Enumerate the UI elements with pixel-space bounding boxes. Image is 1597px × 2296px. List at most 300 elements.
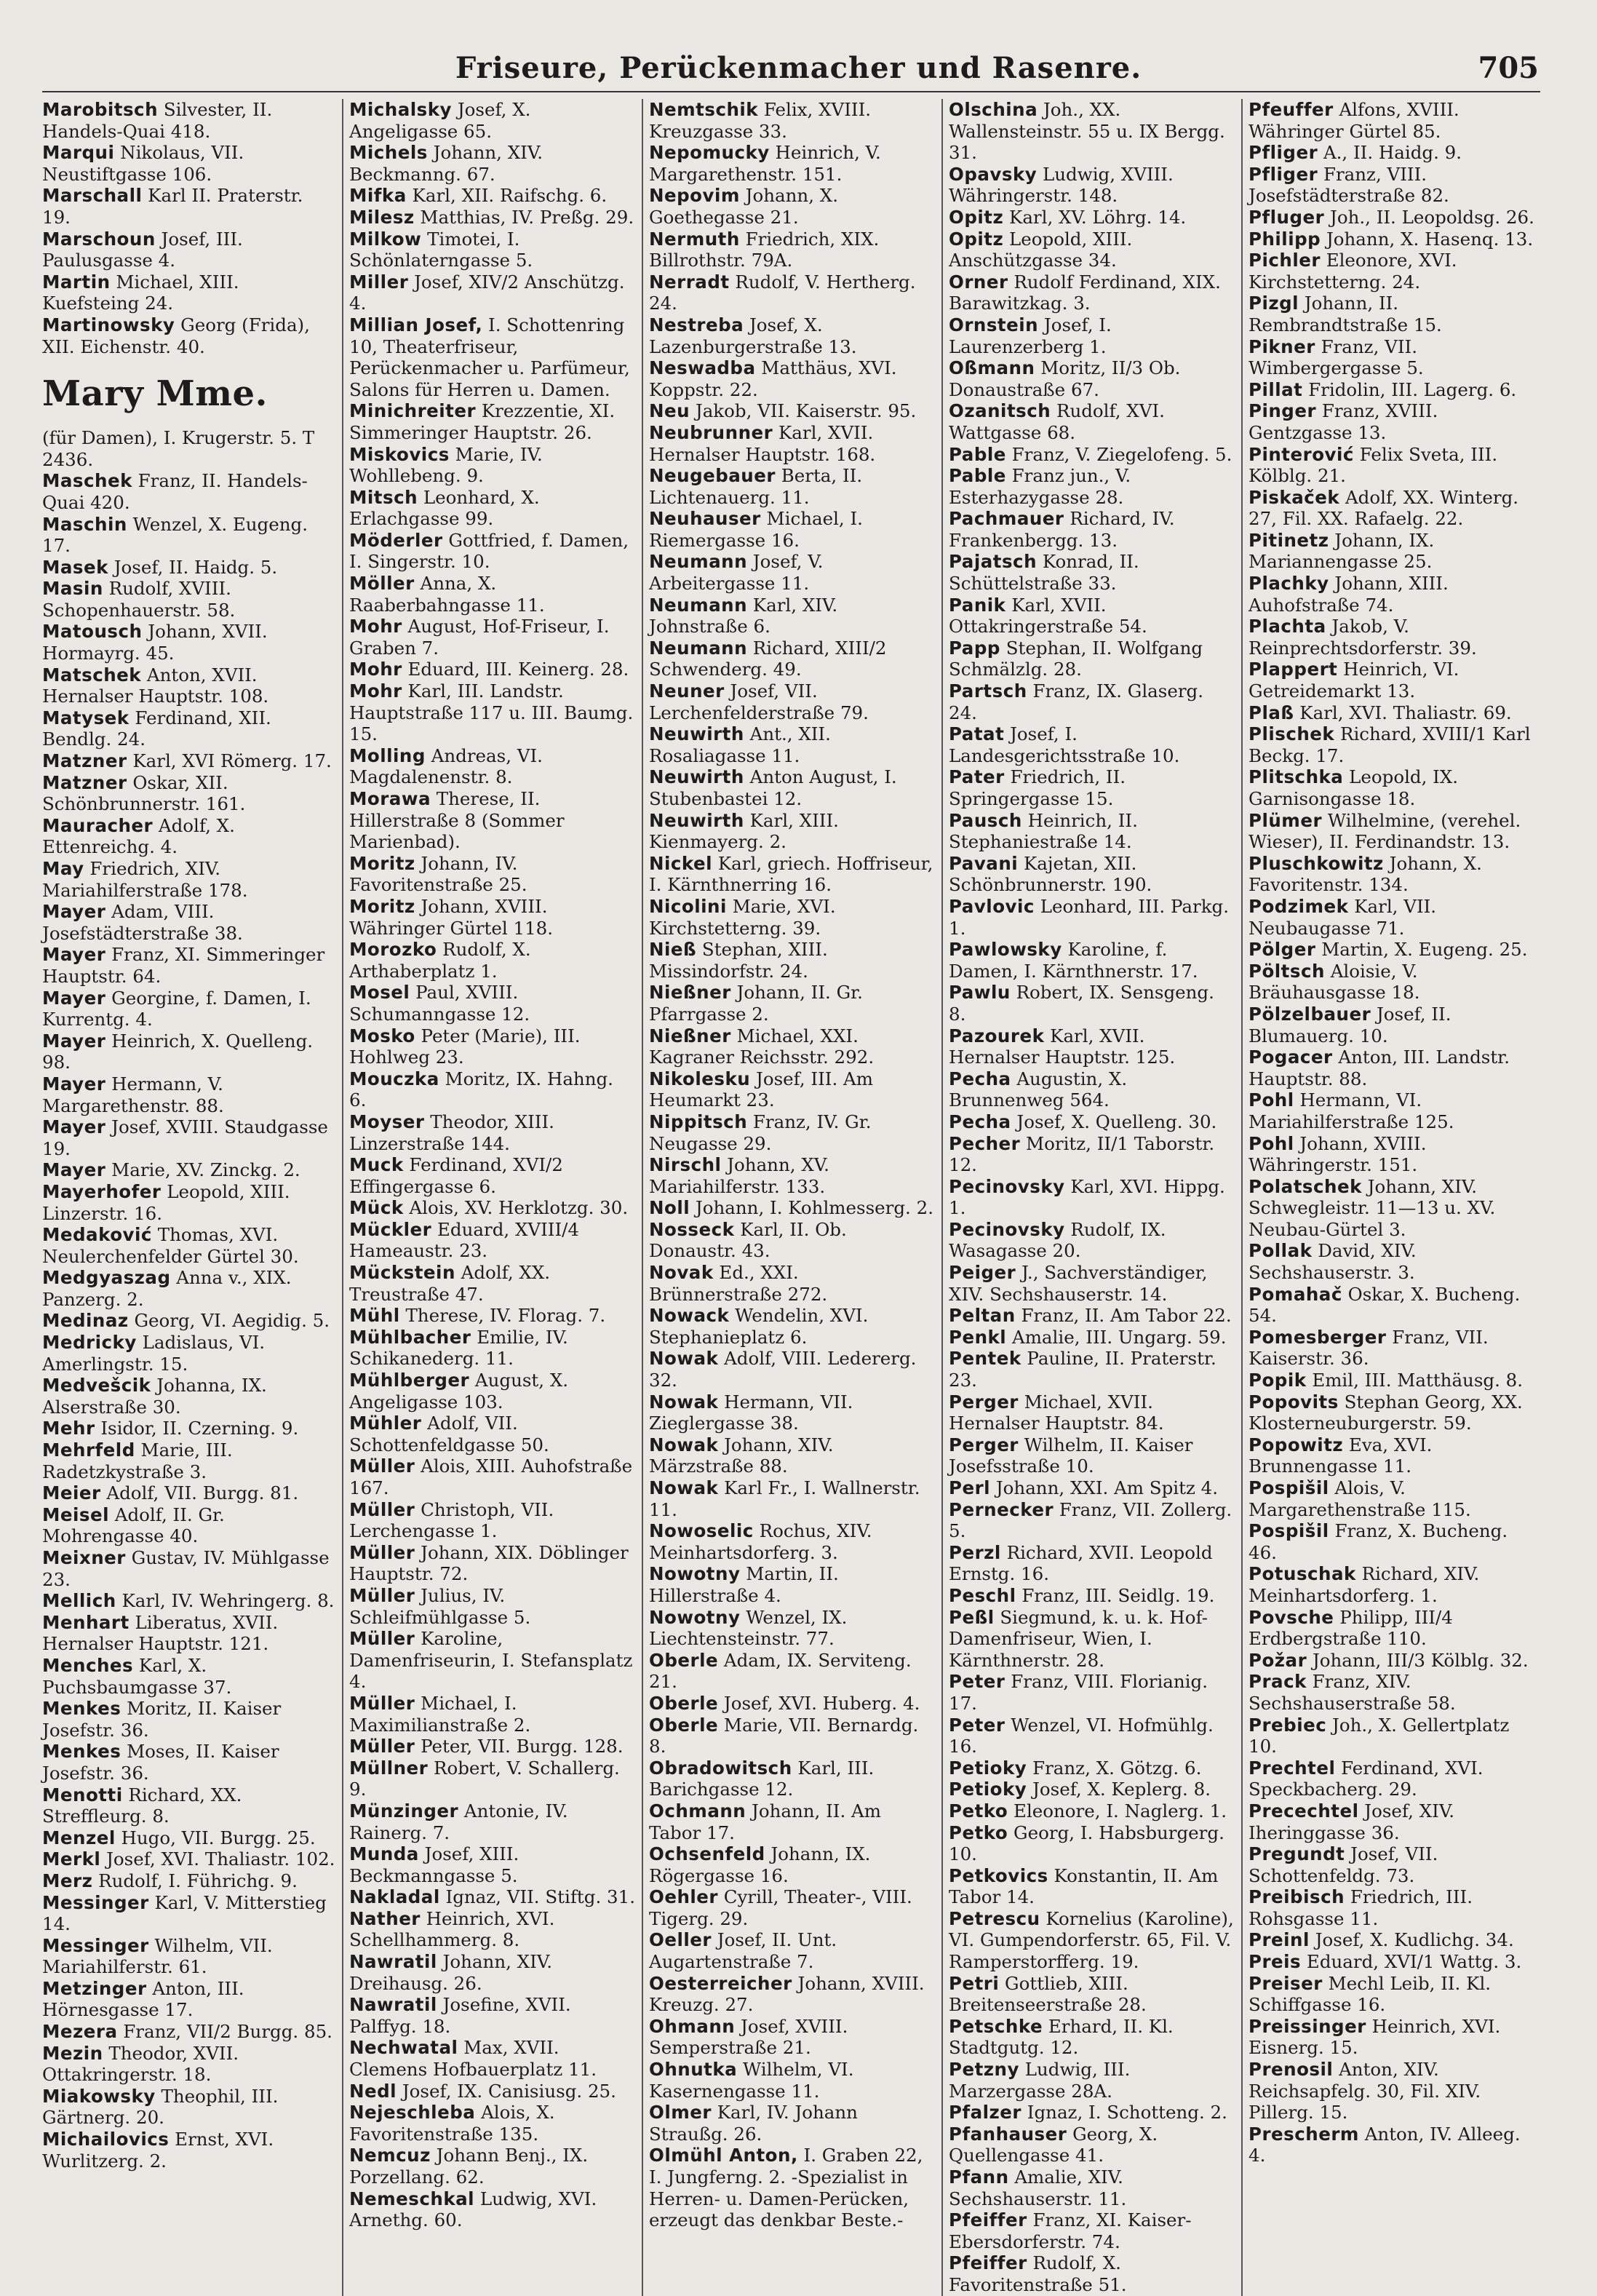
directory-entry xyxy=(949,2102,1235,2124)
directory-entry xyxy=(349,271,636,314)
directory-entry xyxy=(649,1219,936,1262)
entry-name: Philipp xyxy=(1248,228,1321,250)
entry-details: Franz, V. Ziegelofeng. 5. xyxy=(1005,443,1232,465)
directory-entry xyxy=(649,1477,936,1520)
entry-name: Menhart xyxy=(42,1611,130,1633)
directory-entry xyxy=(42,750,336,772)
directory-entry xyxy=(649,551,936,594)
entry-name: Peter xyxy=(949,1671,1005,1693)
entry-name: Martinowsky xyxy=(42,314,175,335)
entry-details: Richard, XIV. Meinhartsdorferg. 1. xyxy=(1248,1563,1480,1606)
entry-name: Matzner xyxy=(42,771,127,793)
entry-details: Augustin, X. Brunnenweg 564. xyxy=(949,1068,1128,1111)
directory-entry xyxy=(949,1800,1235,1822)
entry-name: Peschl xyxy=(949,1584,1016,1606)
entry-details: Gottlieb, XIII. Breitenseerstraße 28. xyxy=(949,1972,1147,2016)
entry-details: August, Hof-Friseur, I. Graben 7. xyxy=(349,616,610,659)
entry-name: Noll xyxy=(649,1197,690,1219)
directory-entry xyxy=(349,1219,636,1262)
entry-name: Mühl xyxy=(349,1305,400,1327)
entry-name: Millian Josef, xyxy=(349,314,483,335)
entry-name: Molling xyxy=(349,744,426,766)
entry-details: Michael, XIII. Kuefsteing 24. xyxy=(42,271,239,314)
entry-name: Neuner xyxy=(649,680,725,702)
entry-details: Johann, XV. Mariahilferstr. 133. xyxy=(649,1154,829,1197)
directory-entry xyxy=(1248,573,1535,616)
entry-details: Franz, IX. Glaserg. 24. xyxy=(949,680,1204,723)
entry-name: Pecha xyxy=(949,1111,1011,1132)
directory-entry xyxy=(1248,207,1535,229)
entry-name: Medinaz xyxy=(42,1310,129,1332)
entry-name: Pöltsch xyxy=(1248,960,1325,982)
entry-name: Pentek xyxy=(949,1348,1021,1370)
directory-entry xyxy=(42,514,336,557)
directory-entry xyxy=(649,1563,936,1606)
entry-details: Emilie, IV. Schikanederg. 11. xyxy=(349,1326,568,1370)
directory-entry xyxy=(649,314,936,357)
entry-name: Meisel xyxy=(42,1503,109,1525)
directory-entry xyxy=(42,664,336,707)
entry-name: Milkow xyxy=(349,228,422,250)
directory-entry xyxy=(1248,896,1535,939)
entry-details: I. Schottenring 10, Theaterfriseur, Perückenmacher u. Parfümeur, Salons für Herren u. Damen. xyxy=(349,314,630,400)
entry-name: Pazourek xyxy=(949,1025,1045,1046)
directory-entry xyxy=(42,815,336,858)
entry-details: Josefine, XVII. Palffyg. 18. xyxy=(349,1994,571,2037)
directory-entry xyxy=(349,1908,636,1951)
entry-name: Oberle xyxy=(649,1649,719,1671)
directory-entry xyxy=(649,1025,936,1068)
entry-name: Nedl xyxy=(349,2080,397,2102)
directory-entry xyxy=(649,1607,936,1650)
entry-details: August, X. Angeligasse 103. xyxy=(349,1370,569,1413)
directory-entry xyxy=(649,1111,936,1154)
entry-name: Mayerhofer xyxy=(42,1180,162,1202)
entry-details: Karl, griech. Hoffriseur, I. Kärnthnerring 16. xyxy=(649,852,933,896)
directory-entry xyxy=(949,444,1235,466)
directory-entry xyxy=(349,444,636,487)
directory-entry xyxy=(42,99,336,142)
directory-entry xyxy=(1248,1757,1535,1800)
directory-entry xyxy=(949,1305,1235,1327)
directory-entry xyxy=(649,2016,936,2059)
entry-name: Nemcuz xyxy=(349,2145,431,2166)
entry-name: Podzimek xyxy=(1248,895,1349,917)
directory-entry xyxy=(349,1628,636,1693)
directory-entry xyxy=(1248,1004,1535,1046)
entry-details: Pauline, II. Praterstr. 23. xyxy=(949,1348,1216,1391)
entry-details: Adolf, XX. Treustraße 47. xyxy=(349,1262,551,1305)
entry-details: Karl, IV. Johann Straußg. 26. xyxy=(649,2102,858,2145)
directory-entry xyxy=(349,400,636,443)
directory-entry xyxy=(949,1262,1235,1305)
entry-details: Wilhelm, VII. Mariahilferstr. 61. xyxy=(42,1934,273,1978)
entry-details: Rudolf, X. Favoritenstraße 51. xyxy=(949,2252,1127,2295)
entry-details: Friedrich, XIX. Billrothstr. 79A. xyxy=(649,228,880,271)
entry-details: Karl, XVI. Hippg. 1. xyxy=(949,1175,1225,1219)
entry-details: Friedrich, II. Springergasse 15. xyxy=(949,766,1126,809)
entry-name: Plachky xyxy=(1248,573,1329,595)
entry-details: Karl, XIII. Kienmayerg. 2. xyxy=(649,809,839,853)
directory-entry xyxy=(1248,1176,1535,1241)
entry-name: Pfliger xyxy=(1248,142,1318,164)
entry-name: Maschin xyxy=(42,513,127,535)
directory-entry xyxy=(649,99,936,142)
entry-name: Meier xyxy=(42,1482,101,1504)
entry-details: Johanna, IX. Alserstraße 30. xyxy=(42,1375,267,1418)
entry-name: Matschek xyxy=(42,664,142,686)
directory-entry xyxy=(1248,1327,1535,1370)
directory-entry xyxy=(349,142,636,185)
directory-entry xyxy=(649,400,936,422)
entry-name: Preis xyxy=(1248,1951,1302,1973)
directory-entry xyxy=(1248,99,1535,142)
directory-entry xyxy=(42,1375,336,1418)
entry-name: Nerradt xyxy=(649,271,730,293)
entry-details: Stephan, II. Wolfgang Schmälzlg. 28. xyxy=(949,637,1203,680)
directory-entry xyxy=(949,1822,1235,1865)
entry-details: Moritz, II/3 Ob. Donaustraße 67. xyxy=(949,357,1181,400)
entry-name: Martin xyxy=(42,271,111,293)
entry-details: Richard, XIII/2 Schwenderg. 49. xyxy=(649,637,887,680)
entry-details: Josef, XVI. Thaliastr. 102. xyxy=(100,1848,335,1870)
entry-details: Johann, XIV. Schwegleistr. 11—13 u. XV. Neubau-Gürtel 3. xyxy=(1248,1175,1496,1240)
entry-details: Adolf, II. Gr. Mohrengasse 40. xyxy=(42,1503,225,1547)
directory-entry xyxy=(1248,379,1535,401)
entry-name: Nikolesku xyxy=(649,1068,751,1089)
entry-details: Leonhard, III. Parkg. 1. xyxy=(949,895,1230,939)
directory-entry xyxy=(649,680,936,723)
entry-name: Olmer xyxy=(649,2102,712,2124)
entry-details: Marie, VII. Bernardg. 8. xyxy=(649,1714,919,1757)
entry-name: Peltan xyxy=(949,1305,1016,1327)
directory-entry xyxy=(42,1504,336,1547)
entry-details: Karl, XVII. Ottakringerstraße 54. xyxy=(949,594,1147,637)
directory-entry xyxy=(1248,659,1535,702)
entry-name: Perger xyxy=(949,1434,1019,1455)
directory-column-4 xyxy=(941,99,1241,2296)
directory-entry xyxy=(649,595,936,637)
entry-name: Oßmann xyxy=(949,357,1035,379)
entry-details: Franz, IV. Gr. Neugasse 29. xyxy=(649,1111,872,1154)
entry-details: Kajetan, XII. Schönbrunnerstr. 190. xyxy=(949,852,1152,896)
entry-name: Ohnutka xyxy=(649,2059,738,2081)
directory-entry xyxy=(1248,702,1535,724)
entry-name: Marqui xyxy=(42,142,115,164)
directory-entry xyxy=(649,853,936,896)
entry-details: Heinrich, II. Stephaniestraße 14. xyxy=(949,809,1138,853)
directory-entry xyxy=(649,2145,936,2231)
entry-name: Neuhauser xyxy=(649,508,761,530)
entry-name: Möderler xyxy=(349,529,443,551)
entry-details: Johann, XIV. Beckmanng. 67. xyxy=(349,142,543,185)
directory-entry xyxy=(949,164,1235,207)
entry-details: Wenzel, X. Eugeng. 17. xyxy=(42,513,308,557)
entry-name: Pawlu xyxy=(949,982,1011,1004)
entry-name: Nowotny xyxy=(649,1563,741,1585)
entry-name: Petrescu xyxy=(949,1907,1040,1929)
entry-name: Pomesberger xyxy=(1248,1326,1387,1348)
directory-entry xyxy=(42,2043,336,2086)
entry-details: Wilhelm, II. Kaiser Josefsstraße 10. xyxy=(949,1434,1193,1477)
entry-name: Neumann xyxy=(649,637,748,659)
entry-details: Amalie, XIV. Sechshauserstr. 11. xyxy=(949,2166,1127,2209)
entry-name: Ochmann xyxy=(649,1800,746,1822)
directory-entry xyxy=(42,1332,336,1375)
directory-entry xyxy=(949,1434,1235,1477)
directory-entry xyxy=(949,1715,1235,1757)
directory-entry xyxy=(949,1176,1235,1219)
entry-name: Pecinovsky xyxy=(949,1175,1065,1197)
directory-entry xyxy=(42,1848,336,1870)
entry-details: Franz, VIII. Josefstädterstraße 82. xyxy=(1248,163,1449,207)
entry-details: Robert, IX. Sensgeng. 8. xyxy=(949,982,1214,1025)
directory-entry xyxy=(1248,939,1535,961)
directory-entry xyxy=(42,470,336,513)
entry-name: Neubrunner xyxy=(649,421,773,443)
entry-name: Olmühl Anton, xyxy=(649,2145,798,2166)
directory-entry xyxy=(349,2037,636,2080)
directory-entry xyxy=(349,530,636,573)
entry-details: Heinrich, XVI. Schellhammerg. 8. xyxy=(349,1907,555,1951)
directory-entry xyxy=(649,422,936,465)
entry-name: Panik xyxy=(949,594,1006,616)
entry-details: Theophil, III. Gärtnerg. 20. xyxy=(42,2085,279,2129)
entry-name: Pavani xyxy=(949,852,1019,874)
entry-details: Johann, XVIII. Kreuzg. 27. xyxy=(649,1972,925,2016)
entry-details: Alfons, XVIII. Währinger Gürtel 85. xyxy=(1248,99,1459,142)
entry-details: Moritz, II. Kaiser Josefstr. 36. xyxy=(42,1698,282,1741)
entry-name: Potuschak xyxy=(1248,1563,1356,1585)
entry-name: Plachta xyxy=(1248,616,1326,637)
entry-details: Heinrich, XVI. Eisnerg. 15. xyxy=(1248,2015,1501,2059)
entry-details: Karl, XVII. Hernalser Hauptstr. 125. xyxy=(949,1025,1176,1068)
entry-details: Johann, IX. Mariannengasse 25. xyxy=(1248,529,1435,573)
directory-entry xyxy=(949,939,1235,982)
directory-entry xyxy=(1248,229,1535,250)
directory-entry xyxy=(649,1154,936,1197)
entry-name: Messinger xyxy=(42,1891,149,1913)
entry-details: Anna v., XIX. Panzerg. 2. xyxy=(42,1267,292,1310)
directory-entry xyxy=(1248,164,1535,207)
directory-entry xyxy=(1248,336,1535,379)
entry-name: Pichler xyxy=(1248,250,1321,271)
entry-name: Nicolini xyxy=(649,895,727,917)
directory-entry xyxy=(949,1133,1235,1176)
directory-entry xyxy=(649,271,936,314)
entry-details: Karl II. Praterstr. 19. xyxy=(42,185,303,228)
entry-name: Prack xyxy=(1248,1671,1307,1693)
entry-name: Mary Mme. xyxy=(42,373,268,415)
directory-entry xyxy=(949,465,1235,508)
directory-entry xyxy=(949,271,1235,314)
entry-details: Adolf, X. Ettenreichg. 4. xyxy=(42,814,235,858)
entry-name: Moyser xyxy=(349,1111,425,1132)
directory-entry xyxy=(1248,853,1535,896)
entry-name: Nippitsch xyxy=(649,1111,748,1132)
entry-details: David, XIV. Sechshauserstr. 3. xyxy=(1248,1240,1417,1284)
page-number: 705 xyxy=(1478,51,1539,85)
entry-details: Georgine, f. Damen, I. Kurrentg. 4. xyxy=(42,987,311,1030)
directory-entry xyxy=(349,1951,636,1994)
entry-name: Mezin xyxy=(42,2042,103,2064)
entry-name: Menkes xyxy=(42,1698,122,1720)
entry-name: Perger xyxy=(949,1391,1019,1413)
directory-entry xyxy=(649,982,936,1025)
entry-details: Josef, XIV. Iheringgasse 36. xyxy=(1248,1800,1455,1843)
directory-entry xyxy=(1248,2059,1535,2124)
directory-entry xyxy=(1248,530,1535,573)
entry-details: Josef, III. Am Heumarkt 23. xyxy=(649,1068,873,1111)
directory-entry xyxy=(1248,1434,1535,1477)
entry-details: Ant., XII. Rosaliagasse 11. xyxy=(649,723,831,766)
entry-name: Maschek xyxy=(42,470,132,492)
entry-name: Pawlowsky xyxy=(949,939,1062,961)
running-title: Friseure, Perückenmacher und Rasenre. xyxy=(455,51,1142,85)
entry-details: Adolf, VII. Burgg. 81. xyxy=(100,1482,299,1504)
entry-name: Munda xyxy=(349,1843,419,1865)
entry-details: Gustav, IV. Mühlgasse 23. xyxy=(42,1547,330,1590)
directory-columns xyxy=(42,99,1541,2295)
entry-name: Miskovics xyxy=(349,443,450,465)
entry-name: Pable xyxy=(949,465,1006,487)
entry-name: Nakladal xyxy=(349,1886,440,1908)
directory-entry xyxy=(949,810,1235,853)
entry-details: Richard, XVIII/1 Karl Beckg. 17. xyxy=(1248,723,1531,766)
directory-entry xyxy=(349,745,636,788)
directory-entry xyxy=(349,616,636,659)
directory-entry xyxy=(42,314,336,357)
entry-details: Karl Fr., I. Wallnerstr. 11. xyxy=(649,1477,920,1520)
entry-name: Prescherm xyxy=(1248,2123,1359,2145)
directory-entry xyxy=(42,1870,336,1892)
entry-details: Therese, IV. Florag. 7. xyxy=(399,1305,606,1327)
entry-details: Ferdinand, XVI. Speckbacherg. 29. xyxy=(1248,1757,1484,1800)
entry-name: Preissinger xyxy=(1248,2015,1366,2037)
entry-details: Christoph, VII. Lerchengasse 1. xyxy=(349,1498,554,1542)
entry-name: Mohr xyxy=(349,616,402,637)
entry-details: Oskar, X. Bucheng. 54. xyxy=(1248,1283,1521,1327)
directory-entry xyxy=(349,1994,636,2037)
entry-name: Pfeuffer xyxy=(1248,99,1334,120)
directory-entry xyxy=(649,1068,936,1111)
entry-name: Müllner xyxy=(349,1757,429,1779)
directory-entry xyxy=(649,1715,936,1757)
entry-name: Mück xyxy=(349,1197,404,1219)
directory-entry xyxy=(349,207,636,229)
entry-details: Felix, XVIII. Kreuzgasse 33. xyxy=(649,99,872,142)
entry-details: Rudolf Ferdinand, XIX. Barawitzkag. 3. xyxy=(949,271,1221,314)
entry-name: Mayer xyxy=(42,1073,106,1095)
entry-name: Nejeschleba xyxy=(349,2102,476,2124)
entry-name: Petzny xyxy=(949,2059,1019,2081)
directory-entry xyxy=(949,1068,1235,1111)
entry-details: Georg, VI. Aegidig. 5. xyxy=(128,1310,330,1332)
entry-details: Eva, XVI. Brunnengasse 11. xyxy=(1248,1434,1433,1477)
directory-entry xyxy=(949,637,1235,680)
entry-details: Leopold, XIII. Linzerstr. 16. xyxy=(42,1180,290,1224)
directory-entry xyxy=(42,1439,336,1482)
entry-details: Johann, II. Am Tabor 17. xyxy=(649,1800,881,1843)
entry-name: Mühler xyxy=(349,1413,422,1434)
entry-name: Precechtel xyxy=(1248,1800,1359,1822)
directory-entry xyxy=(349,99,636,142)
entry-details: Rochus, XIV. Meinhartsdorferg. 3. xyxy=(649,1520,872,1563)
directory-entry xyxy=(949,2016,1235,2059)
entry-name: Nawratil xyxy=(349,1994,437,2016)
entry-details: Theodor, XVII. Ottakringerstr. 18. xyxy=(42,2042,239,2086)
entry-name: Nepomucky xyxy=(649,142,770,164)
directory-entry xyxy=(42,1892,336,1935)
directory-entry xyxy=(42,271,336,314)
entry-name: May xyxy=(42,858,84,879)
directory-entry xyxy=(1248,766,1535,809)
entry-details: Stephan, XIII. Missindorfstr. 24. xyxy=(649,939,828,982)
directory-entry xyxy=(1248,1046,1535,1089)
directory-entry xyxy=(649,1843,936,1886)
entry-details: Alois, V. Margarethenstraße 115. xyxy=(1248,1477,1471,1520)
directory-entry xyxy=(649,1886,936,1929)
entry-details: Ludwig, XVIII. Währingerstr. 148. xyxy=(949,163,1174,207)
entry-details: Josef, III. Paulusgasse 4. xyxy=(42,228,243,271)
directory-entry xyxy=(949,1219,1235,1262)
entry-details: Nikolaus, VII. Neustiftgasse 106. xyxy=(42,142,244,185)
directory-entry xyxy=(42,1698,336,1741)
entry-details: Georg, I. Habsburgerg. 10. xyxy=(949,1822,1224,1865)
directory-entry xyxy=(349,185,636,207)
entry-name: Mosel xyxy=(349,982,410,1004)
entry-details: Krezzentie, XI. Simmeringer Hauptstr. 26. xyxy=(349,400,616,443)
entry-name: Pregundt xyxy=(1248,1843,1345,1865)
entry-details: Moritz, IX. Hahng. 6. xyxy=(349,1068,613,1111)
directory-entry xyxy=(42,1547,336,1590)
entry-name: Münzinger xyxy=(349,1800,459,1822)
directory-entry xyxy=(349,1499,636,1542)
entry-details: Josef, VII. Schottenfeldg. 73. xyxy=(1248,1843,1438,1886)
entry-details: Karoline, Damenfriseurin, I. Stefansplatz 4. xyxy=(349,1628,633,1693)
directory-entry xyxy=(349,788,636,853)
entry-name: Nestreba xyxy=(649,314,744,335)
entry-name: Plaß xyxy=(1248,702,1294,723)
directory-entry xyxy=(1248,1671,1535,1714)
entry-name: Popowitz xyxy=(1248,1434,1344,1455)
entry-name: Papp xyxy=(949,637,1000,659)
directory-entry xyxy=(1248,2124,1535,2166)
entry-name: Pogacer xyxy=(1248,1046,1333,1068)
directory-entry xyxy=(949,2124,1235,2166)
entry-details: Antonie, IV. Rainerg. 7. xyxy=(349,1800,568,1843)
directory-entry xyxy=(349,1197,636,1219)
entry-details: Eduard, III. Keinerg. 28. xyxy=(402,659,629,680)
entry-name: Matysek xyxy=(42,707,130,728)
directory-entry xyxy=(349,1413,636,1455)
entry-name: Nießner xyxy=(649,982,731,1004)
entry-details: Franz jun., V. Esterhazygasse 28. xyxy=(949,465,1131,508)
entry-name: Pecha xyxy=(949,1068,1011,1089)
directory-entry xyxy=(1248,250,1535,293)
entry-name: Mayer xyxy=(42,1159,106,1181)
entry-details: Wenzel, VI. Hofmühlg. 16. xyxy=(949,1714,1214,1757)
entry-details: Josef, II. Blumauerg. 10. xyxy=(1248,1003,1451,1046)
entry-details: Franz, VII/2 Burgg. 85. xyxy=(117,2021,332,2043)
directory-entry xyxy=(949,1499,1235,1542)
entry-name: Ornstein xyxy=(949,314,1039,335)
entry-name: Petko xyxy=(949,1822,1008,1843)
directory-entry xyxy=(349,2102,636,2145)
entry-name: Morozko xyxy=(349,939,437,961)
directory-entry xyxy=(1248,1563,1535,1606)
entry-name: Plischek xyxy=(1248,723,1335,745)
